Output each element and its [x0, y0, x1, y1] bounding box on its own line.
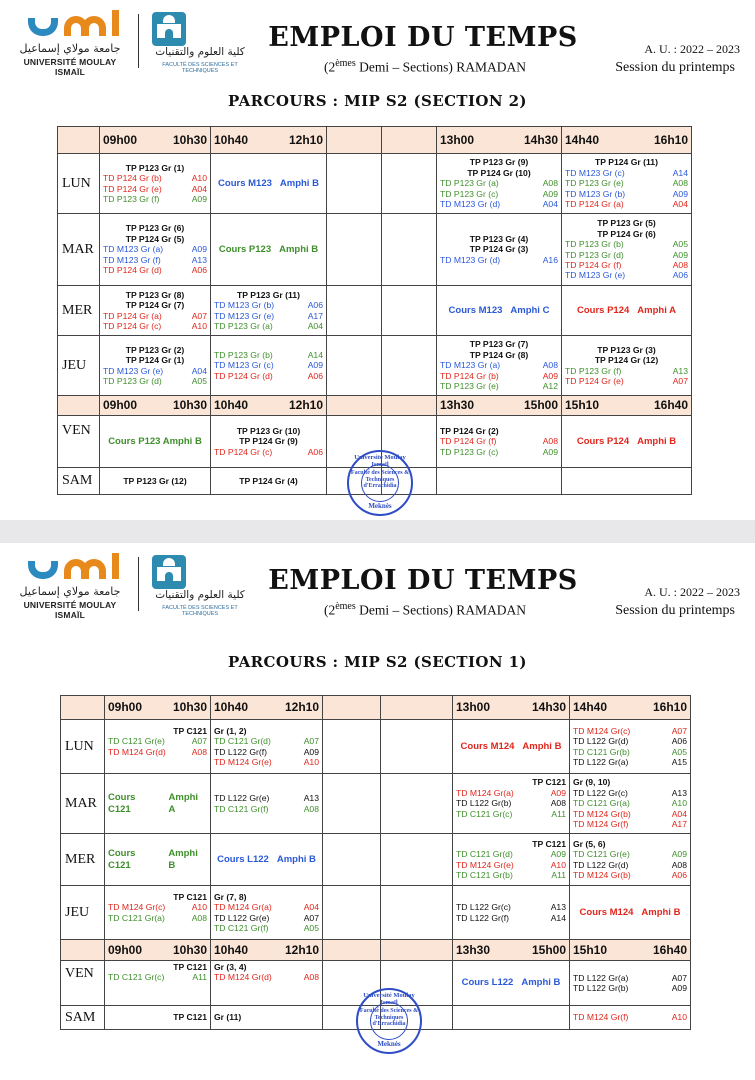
day-ven: VEN — [58, 416, 100, 468]
cell-mar-s1: Cours C121 Amphi A — [105, 774, 211, 834]
session-label: Session du printemps — [615, 603, 735, 618]
cell-mar-s3: TP P123 Gr (4) TP P124 Gr (3) TD M123 Gr (d) A16 — [437, 214, 562, 286]
fri-slot1-times: 09h00 10h30 — [105, 940, 211, 961]
cell-jeu-s3: TP P123 Gr (7) TP P124 Gr (8) TD M123 Gr (a) A08 TD P124 Gr (b) A09 TD P123 Gr (e) A12 — [437, 336, 562, 396]
parcours-title: PARCOURS : MIP S2 (SECTION 2) — [228, 92, 527, 110]
fst-logo — [148, 10, 252, 72]
cell-lun-s3: TP P123 Gr (9) TP P124 Gr (10) TD P123 Gr (a) A08 TD P123 Gr (c) A09 TD M123 Gr (d) A04 — [437, 154, 562, 214]
cell-jeu-s1: TP C121 TD M124 Gr(c) A10 TD C121 Gr(a) A08 — [105, 886, 211, 940]
row-lun — [58, 154, 692, 214]
logo-divider — [138, 557, 139, 611]
fst-logo — [148, 553, 252, 615]
slot1-times: 09h00 10h30 — [105, 696, 211, 720]
day-mer: MER — [58, 286, 100, 336]
cell-jeu-s2: TD P123 Gr (b) A14 TD M123 Gr (c) A09 TD P124 Gr (d) A06 — [211, 336, 327, 396]
fri-slot4-times: 15h10 16h40 — [562, 396, 692, 416]
page-title: EMPLOI DU TEMPS — [268, 565, 578, 596]
cell-sam-s1: TP C121 — [105, 1006, 211, 1030]
row-jeu — [61, 886, 691, 940]
cell-ven-s4: TD L122 Gr(a) A07 TD L122 Gr(b) A09 — [570, 961, 691, 1006]
academic-year: A. U. : 2022 – 2023 — [644, 585, 740, 599]
day-jeu: JEU — [61, 886, 105, 940]
page-section-1 — [0, 543, 755, 1063]
day-jeu: JEU — [58, 336, 100, 396]
cell-ven-s4: Cours P124 Amphi B — [562, 416, 692, 468]
cell-ven-s1: Cours P123 Amphi B — [100, 416, 211, 468]
umi-french-name: UNIVERSITÉ MOULAY ISMAÏL — [23, 600, 117, 620]
cell-lun-s2: Cours M123 Amphi B — [211, 154, 327, 214]
cell-mer-s4: Gr (5, 6) TD C121 Gr(e) A09 TD L122 Gr(d) A08 TD M124 Gr(b) A06 — [570, 834, 691, 886]
page-separator — [0, 520, 755, 543]
page-subtitle: (2èmes Demi – Sections) RAMADAN — [323, 58, 527, 75]
slot1-times: 09h00 10h30 — [100, 127, 211, 154]
cell-jeu-s1: TP P123 Gr (2) TP P124 Gr (1) TD M123 Gr (e) A04 TD P123 Gr (d) A05 — [100, 336, 211, 396]
cell-mer-s4: Cours P124 Amphi A — [562, 286, 692, 336]
cell-mar-s4: Gr (9, 10) TD L122 Gr(c) A13 TD C121 Gr(a) A10 TD M124 Gr(b) A04 TD M124 Gr(f) A17 — [570, 774, 691, 834]
cell-mer-s1: Cours C121 Amphi B — [105, 834, 211, 886]
cell-sam-s1: TP P123 Gr (12) — [100, 468, 211, 495]
cell-ven-s3: Cours L122 Amphi B — [453, 961, 570, 1006]
slot2-times: 10h40 12h10 — [211, 696, 323, 720]
cell-jeu-s2: Gr (7, 8) TD M124 Gr(a) A04 TD L122 Gr(e) A07 TD C121 Gr(f) A05 — [211, 886, 323, 940]
cell-jeu-s3: TD L122 Gr(c) A13 TD L122 Gr(f) A14 — [453, 886, 570, 940]
cell-lun-s2: Gr (1, 2) TD C121 Gr(d) A07 TD L122 Gr(f) A09 TD M124 Gr(e) A10 — [211, 720, 323, 774]
slot4-times: 14h40 16h10 — [562, 127, 692, 154]
cell-mar-s3: TP C121 TD M124 Gr(a) A09 TD L122 Gr(b) A08 TD C121 Gr(c) A11 — [453, 774, 570, 834]
fst-french-name: FACULTÉ DES SCIENCES ET TECHNIQUES — [162, 605, 238, 617]
building-icon — [152, 12, 186, 46]
row-mer — [61, 834, 691, 886]
page-section-2 — [0, 0, 755, 520]
slot3-times: 13h00 14h30 — [453, 696, 570, 720]
cell-mar-s4: TP P123 Gr (5) TP P124 Gr (6) TD P123 Gr (b) A05 TD P123 Gr (d) A09 TD P124 Gr (f) A08 TD M123 Gr (e) A06 — [562, 214, 692, 286]
cell-sam-s2: TP P124 Gr (4) — [211, 468, 327, 495]
faculty-stamp: Université Moulay Ismaïl Faculté des Sciences & Techniques d'Errachidia Meknès — [347, 450, 413, 516]
time-header-row — [61, 696, 691, 720]
fri-slot2-times: 10h40 12h10 — [211, 396, 327, 416]
friday-time-header-row — [61, 940, 691, 961]
cell-ven-s3: TP P124 Gr (2) TD P124 Gr (f) A08 TD P123 Gr (c) A09 — [437, 416, 562, 468]
umi-arabic-name: جامعة مولاي إسماعيل — [19, 585, 121, 598]
page-title: EMPLOI DU TEMPS — [268, 22, 578, 53]
umi-mark-icon — [28, 555, 124, 583]
row-lun — [61, 720, 691, 774]
fri-slot2-times: 10h40 12h10 — [211, 940, 323, 961]
cell-mar-s2: TD L122 Gr(e) A13 TD C121 Gr(f) A08 — [211, 774, 323, 834]
cell-sam-s2: Gr (11) — [211, 1006, 323, 1030]
friday-time-header-row — [58, 396, 692, 416]
cell-ven-s2: Gr (3, 4) TD M124 Gr(d) A08 — [211, 961, 323, 1006]
slot3-times: 13h00 14h30 — [437, 127, 562, 154]
timetable-section-2 — [57, 126, 692, 495]
cell-mer-s3: TP C121 TD C121 Gr(d) A09 TD M124 Gr(e) A10 TD C121 Gr(b) A11 — [453, 834, 570, 886]
cell-ven-s2: TP P123 Gr (10) TP P124 Gr (9) TD P124 Gr (c) A06 — [211, 416, 327, 468]
day-mer: MER — [61, 834, 105, 886]
row-mer — [58, 286, 692, 336]
fst-arabic-name: كلية العلوم والتقنيات — [155, 46, 245, 58]
umi-arabic-name: جامعة مولاي إسماعيل — [19, 42, 121, 55]
fri-slot3-times: 13h30 15h00 — [437, 396, 562, 416]
cell-lun-s3: Cours M124 Amphi B — [453, 720, 570, 774]
cell-mer-s2: TP P123 Gr (11) TD M123 Gr (b) A06 TD M123 Gr (e) A17 TD P123 Gr (a) A04 — [211, 286, 327, 336]
session-label: Session du printemps — [615, 60, 735, 75]
row-mar — [58, 214, 692, 286]
parcours-title: PARCOURS : MIP S2 (SECTION 1) — [228, 653, 527, 671]
cell-lun-s1: TP P123 Gr (1) TD P124 Gr (b) A10 TD P124 Gr (e) A04 TD P123 Gr (f) A09 — [100, 154, 211, 214]
cell-mar-s2: Cours P123 Amphi B — [211, 214, 327, 286]
cell-lun-s4: TP P124 Gr (11) TD M123 Gr (c) A14 TD P123 Gr (e) A08 TD M123 Gr (b) A09 TD P124 Gr (a) A04 — [562, 154, 692, 214]
day-lun: LUN — [58, 154, 100, 214]
cell-mar-s1: TP P123 Gr (6) TP P124 Gr (5) TD M123 Gr (a) A09 TD M123 Gr (f) A13 TD P124 Gr (d) A06 — [100, 214, 211, 286]
umi-mark-icon — [28, 12, 124, 40]
umi-logo — [10, 12, 130, 77]
academic-year: A. U. : 2022 – 2023 — [644, 42, 740, 56]
cell-mer-s3: Cours M123 Amphi C — [437, 286, 562, 336]
cell-lun-s1: TP C121 TD C121 Gr(e) A07 TD M124 Gr(d) A08 — [105, 720, 211, 774]
faculty-stamp: Université Moulay Ismaïl Faculté des Sciences & Techniques d'Errachidia Meknès — [356, 988, 422, 1054]
time-header-row — [58, 127, 692, 154]
row-mar — [61, 774, 691, 834]
timetable-section-1 — [60, 695, 691, 1030]
day-sam: SAM — [58, 468, 100, 495]
cell-lun-s4: TD M124 Gr(c) A07 TD L122 Gr(d) A06 TD C121 Gr(b) A05 TD L122 Gr(a) A15 — [570, 720, 691, 774]
cell-jeu-s4: TP P123 Gr (3) TP P124 Gr (12) TD P123 Gr (f) A13 TD P124 Gr (e) A07 — [562, 336, 692, 396]
slot4-times: 14h40 16h10 — [570, 696, 691, 720]
fri-slot4-times: 15h10 16h40 — [570, 940, 691, 961]
fri-slot1-times: 09h00 10h30 — [100, 396, 211, 416]
fst-french-name: FACULTÉ DES SCIENCES ET TECHNIQUES — [162, 62, 238, 74]
cell-mer-s1: TP P123 Gr (8) TP P124 Gr (7) TD P124 Gr (a) A07 TD P124 Gr (c) A10 — [100, 286, 211, 336]
day-sam: SAM — [61, 1006, 105, 1030]
cell-mer-s2: Cours L122 Amphi B — [211, 834, 323, 886]
fst-arabic-name: كلية العلوم والتقنيات — [155, 589, 245, 601]
cell-ven-s1: TP C121 TD C121 Gr(c) A11 — [105, 961, 211, 1006]
cell-jeu-s4: Cours M124 Amphi B — [570, 886, 691, 940]
umi-french-name: UNIVERSITÉ MOULAY ISMAÏL — [23, 57, 117, 77]
page-subtitle: (2èmes Demi – Sections) RAMADAN — [323, 601, 527, 618]
fri-slot3-times: 13h30 15h00 — [453, 940, 570, 961]
umi-logo — [10, 555, 130, 620]
cell-sam-s4: TD M124 Gr(f) A10 — [570, 1006, 691, 1030]
day-mar: MAR — [58, 214, 100, 286]
slot2-times: 10h40 12h10 — [211, 127, 327, 154]
day-mar: MAR — [61, 774, 105, 834]
day-lun: LUN — [61, 720, 105, 774]
building-icon — [152, 555, 186, 589]
day-ven: VEN — [61, 961, 105, 1006]
row-jeu — [58, 336, 692, 396]
logo-divider — [138, 14, 139, 68]
